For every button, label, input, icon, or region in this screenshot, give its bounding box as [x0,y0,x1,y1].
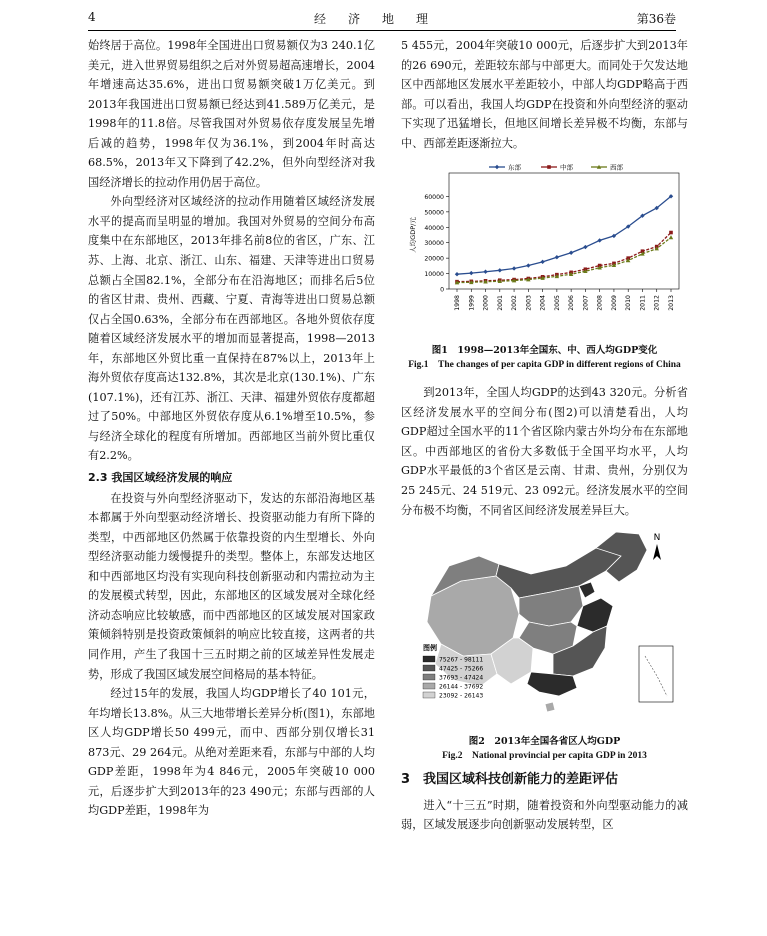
y-tick-label: 30000 [424,240,444,248]
x-tick-label: 2003 [525,295,533,312]
legend-label: 东部 [508,163,521,172]
map-legend-swatch [423,692,435,698]
figure-2-caption-en: Fig.2 National provincial per capita GDP in 2013 [442,750,647,761]
right-column [401,36,688,835]
figure-2-caption-cn: 图2 2013年全国各省区人均GDP [468,735,621,747]
map-legend-label: 47425 - 75266 [439,665,484,673]
y-tick-label: 10000 [424,271,444,279]
figure-1-caption-cn: 图1 1998—2013年全国东、中、西人均GDP变化 [431,344,658,356]
series-line-东部 [457,197,671,275]
volume-label: 第36卷 [636,12,676,26]
china-gdp-map [401,526,688,726]
north-label: N [653,533,661,544]
map-legend-swatch [423,674,435,680]
data-point [498,268,502,272]
y-tick-label: 0 [440,286,444,294]
figure-1 [401,159,688,379]
paragraph: 进入“十三五”时期，随着投资和外向型驱动能力的减弱，区域发展逐步向创新驱动发展转型，区 [401,798,688,832]
legend-label: 西部 [610,163,623,172]
data-point [583,245,587,249]
figure-1-caption-en: Fig.1 The changes of per capita GDP in different regions of China [408,359,681,370]
data-point [669,231,673,235]
y-tick-label: 20000 [424,255,444,263]
page-header [88,8,676,31]
y-tick-label: 60000 [424,194,444,202]
map-legend-label: 37693 - 47424 [439,674,484,682]
page-number: 4 [88,10,96,24]
x-tick-label: 2010 [625,295,633,312]
data-point [483,270,487,274]
map-legend-label: 75267 - 98111 [439,656,484,664]
paragraph: 始终居于高位。1998年全国进出口贸易额仅为3 240.1亿美元，进入世界贸易组织之后对外贸易超高速增长，2004年增速高达35.6%，进出口贸易额突破1万亿美元。到2013年我国进出口贸易额已经达到41.589万亿美元，是1998年的11.8倍。尽管我国对外贸易依存度发展呈先增后减的趋势，1998年仅为36.1%，到2004年时高达68.5%，2013年又下降到了42.2%，但外向型经济对我国经济增长的拉动作用仍居于高位。 [88,39,375,189]
map-legend-title: 图例 [423,644,437,653]
left-column [88,36,375,821]
legend-marker [547,165,551,169]
legend-marker [495,165,499,169]
x-tick-label: 2001 [496,295,504,312]
data-point [555,255,559,259]
data-point [469,271,473,275]
x-tick-label: 2004 [539,295,547,312]
x-tick-label: 2007 [582,295,590,312]
paragraph: 5 455元，2004年突破10 000元，后逐步扩大到2013年的26 690元，差距较东部与中部更大。而同处于欠发达地区中西部地区发展水平差距较小，中部人均GDP略高于西部。可以看出，我国人均GDP在投资和外向型经济的驱动下实现了迅猛增长，但地区间增长差异极不均衡，东部与中、西部差距逐渐拉大。 [401,39,688,150]
series-line-中部 [457,233,671,282]
journal-title: 经济地理 [313,12,450,26]
x-tick-label: 2012 [653,295,661,312]
x-tick-label: 1998 [454,295,461,312]
figure-1-caption [401,344,688,372]
paragraph: 经过15年的发展，我国人均GDP增长了40 101元，年均增长13.8%。从三大地带增长差异分析(图1)，东部地区人均GDP增长50 499元，而中、西部分别仅增长31 873元、29 264元。从绝对差距来看，东部与中部的人均GDP差距，1998年为4 846元，2005年突破10 000元，后逐步扩大到2013年的23 490元；东部与西部的人均GDP差距，1998年为 [88,687,375,818]
section-heading: 2.3 我国区域经济发展的响应 [88,471,233,485]
x-tick-label: 2005 [553,295,561,312]
y-axis-label: 人均GDP/元 [409,217,417,254]
map-legend-label: 23092 - 26143 [439,692,484,700]
map-legend-label: 26144 - 37692 [439,683,484,691]
data-point [540,260,544,264]
data-point [455,272,459,276]
x-tick-label: 2011 [639,295,647,312]
x-tick-label: 2002 [511,295,519,312]
map-legend-swatch [423,665,435,671]
y-tick-label: 40000 [424,225,444,233]
figure-2-caption [401,735,688,763]
x-tick-label: 2008 [596,295,604,312]
x-tick-label: 1999 [468,295,476,312]
x-tick-label: 2013 [668,295,675,312]
section-3-heading: 3 我国区域科技创新能力的差距评估 [401,772,619,788]
data-point [669,235,673,239]
x-tick-label: 2000 [482,295,490,312]
data-point [569,251,573,255]
map-hainan [545,702,555,712]
gdp-line-chart [401,159,688,334]
data-point [512,267,516,271]
paragraph: 外向型经济对区域经济的拉动作用随着区域经济发展水平的提高而呈明显的增加。我国对外贸易的空间分布高度集中在东部地区，2013年排名前8位的省区，广东、江苏、上海、北京、浙江、山东、福建、天津等进出口贸易总额占全国82.1%，全部分布在沿海地区；而排名后5位的省区甘肃、贵州、西藏、宁夏、青海等进出口贸易总额仅占全国0.63%，全部分布在西部地区。各地外贸依存度随着区域经济发展水平的增加而显著提高，1998—2013年，东部地区外贸比重一直保持在87%以上，2013年上海外贸依存度高达132.8%，其次是北京(130.1%)、广东(107.1%)，还有江苏、浙江、天津、福建外贸依存度都超过了50%。中部地区外贸依存度从6.1%增至10.5%，参与经济全球化的程度有所增加。西部地区当前外贸比重仅有2.2%。 [88,195,375,463]
paragraph: 在投资与外向型经济驱动下，发达的东部沿海地区基本都属于外向型驱动经济增长、投资驱动能力有所下降的类型，中西部地区仍然属于依靠投资的内生型增长、外向型经济驱动能力缓慢提升的类型。整体上，东部发达地区和中西部地区均没有实现向科技创新驱动和内需拉动为主的发展模式转型，因此，东部地区的区域发展对全球化经济动态响应比较敏感，而中西部地区的区域发展对国家政策倾斜特别是投资政策倾斜的响应比较直接，这两者的共同作用，产生了我国十三五时期之前的区域差异性发展走势，形成了我国区域发展空间格局的基本特征。 [88,491,375,681]
x-tick-label: 2009 [610,295,618,312]
paragraph: 到2013年，全国人均GDP的达到43 320元。分析省区经济发展水平的空间分布(图2)可以清楚看出，人均GDP超过全国水平的11个省区除内蒙古外均分布在东部地区。中西部地区的省份大多数低于全国平均水平，人均GDP水平最低的3个省区是云南、甘肃、贵州，分别仅为25 245元、24 519元、23 092元。经济发展水平的空间分布极不均衡，不同省区间经济发展差异巨大。 [401,386,688,517]
map-legend-swatch [423,683,435,689]
figure-2 [401,526,688,762]
legend-label: 中部 [560,163,573,172]
y-tick-label: 50000 [424,209,444,217]
series-line-西部 [457,238,671,283]
x-tick-label: 2006 [568,295,576,312]
map-legend-swatch [423,656,435,662]
data-point [526,264,530,268]
data-point [597,238,601,242]
